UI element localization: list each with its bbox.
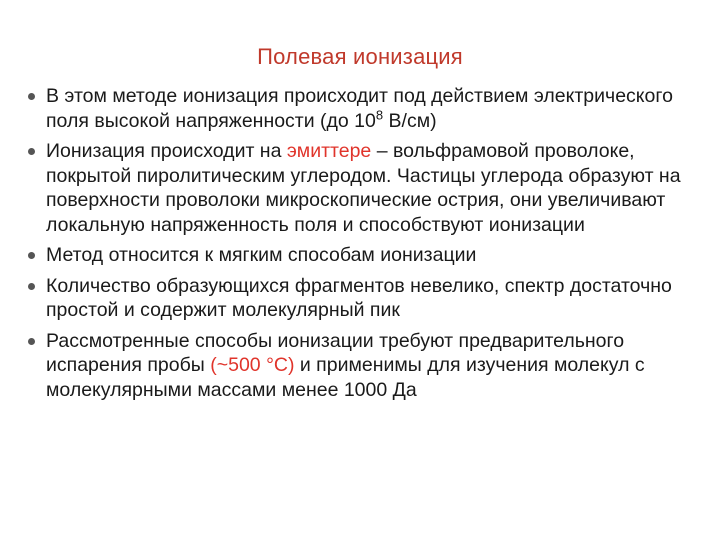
- exponent: 8: [375, 107, 384, 122]
- bullet-item: [26, 139, 698, 237]
- bullet-dot-icon: [28, 93, 35, 100]
- bullet-text: В/см): [383, 109, 437, 132]
- slide-title: Полевая ионизация: [257, 44, 463, 69]
- bullet-text: – вольфрамовой проволоке, покрытой пиролитическим углеродом. Частицы углерода образуют на поверхности проволоки микроскопические острия, они увеличивают локальную напряженность поля и способствуют ионизации: [46, 140, 681, 236]
- bullet-text: и применимы для изучения молекул с молекулярными массами менее 1000 Да: [46, 354, 645, 401]
- highlight-term: эмиттере: [286, 140, 372, 162]
- bullet-item: [26, 84, 698, 133]
- bullet-item: [26, 329, 698, 403]
- bullet-dot-icon: [28, 283, 35, 290]
- bullet-dot-icon: [28, 338, 35, 345]
- bullet-text: Ионизация происходит на: [46, 140, 287, 162]
- bullet-text: В этом методе ионизация происходит под действием электрического поля высокой напряженности (до 10: [46, 85, 673, 132]
- bullet-text: Рассмотренные способы ионизации требуют предварительного испарения пробы: [46, 329, 625, 376]
- bullet-text: Количество образующихся фрагментов невелико, спектр достаточно простой и содержит молекулярный пик: [46, 274, 672, 321]
- bullet-dot-icon: [28, 252, 35, 259]
- bullet-dot-icon: [28, 148, 35, 155]
- highlight-temperature: (~500 °С): [210, 354, 295, 376]
- bullet-text: Метод относится к мягким способам ионизации: [46, 244, 477, 266]
- bullet-list: [26, 84, 698, 408]
- bullet-item: [26, 243, 698, 268]
- bullet-item: [26, 274, 698, 323]
